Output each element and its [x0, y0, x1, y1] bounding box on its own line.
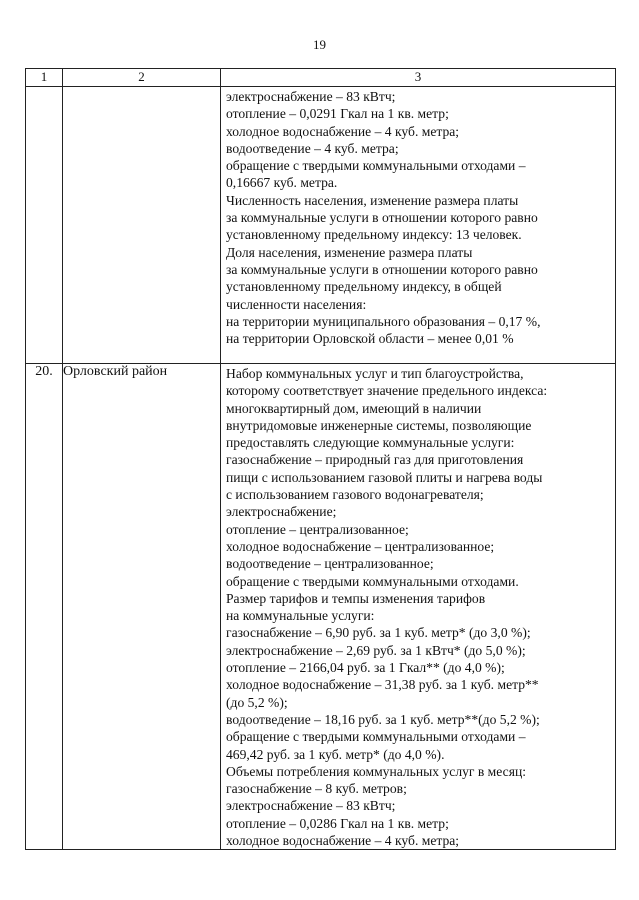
text-line: обращение с твердыми коммунальными отходами – — [226, 158, 526, 174]
text-line: с использованием газового водонагревателя; — [226, 487, 484, 503]
text-line: водоотведение – 4 куб. метра; — [226, 140, 399, 156]
text-line: внутридомовые инженерные системы, позволяющие — [226, 417, 532, 433]
text-line: установленному предельному индексу, в общей — [226, 279, 502, 295]
district-cell — [63, 87, 221, 364]
description-lines — [221, 87, 615, 347]
description-cell — [221, 364, 616, 850]
text-line: многоквартирный дом, имеющий в наличии — [226, 400, 482, 416]
text-line: холодное водоснабжение – 31,38 руб. за 1 куб. метр** — [226, 677, 539, 693]
text-line: (до 5,2 %); — [226, 694, 288, 710]
text-line: численности населения: — [226, 296, 367, 312]
description-cell — [221, 87, 616, 364]
text-line: Набор коммунальных услуг и тип благоустройства, — [226, 366, 524, 381]
text-line: 0,16667 куб. метра. — [226, 175, 338, 191]
header-col-1: 1 — [26, 69, 63, 87]
table-row — [26, 364, 616, 850]
text-line: Объемы потребления коммунальных услуг в месяц: — [226, 763, 526, 779]
table-row — [26, 87, 616, 364]
text-line: отопление – 0,0286 Гкал на 1 кв. метр; — [226, 815, 449, 831]
text-line: холодное водоснабжение – 4 куб. метра; — [226, 833, 460, 849]
row-number-cell — [26, 87, 63, 364]
tariff-table — [25, 68, 616, 850]
text-line: электроснабжение; — [226, 504, 337, 520]
text-line: водоотведение – централизованное; — [226, 556, 434, 572]
text-line: водоотведение – 18,16 руб. за 1 куб. метр**(до 5,2 %); — [226, 711, 540, 727]
text-line: которому соответствует значение предельного индекса: — [226, 383, 548, 399]
text-line: холодное водоснабжение – централизованное; — [226, 538, 495, 554]
text-line: на территории муниципального образования – 0,17 %, — [226, 313, 541, 329]
text-line: отопление – централизованное; — [226, 521, 409, 537]
text-line: газоснабжение – 8 куб. метров; — [226, 781, 407, 797]
text-line: предоставлять следующие коммунальные услуги: — [226, 435, 515, 451]
description-lines — [221, 364, 615, 849]
text-line: холодное водоснабжение – 4 куб. метра; — [226, 123, 460, 139]
row-number-cell: 20. — [26, 364, 63, 850]
text-line: 469,42 руб. за 1 куб. метр* (до 4,0 %). — [226, 746, 445, 762]
text-line: отопление – 0,0291 Гкал на 1 кв. метр; — [226, 106, 449, 122]
text-line: электроснабжение – 83 кВтч; — [226, 798, 396, 814]
district-cell: Орловский район — [63, 364, 221, 850]
table-header-row — [26, 69, 616, 87]
text-line: установленному предельному индексу: 13 человек. — [226, 227, 522, 243]
header-col-3: 3 — [221, 69, 616, 87]
text-line: обращение с твердыми коммунальными отходами. — [226, 573, 519, 589]
text-line: электроснабжение – 83 кВтч; — [226, 89, 396, 104]
text-line: электроснабжение – 2,69 руб. за 1 кВтч* (до 5,0 %); — [226, 642, 526, 658]
page-number: 19 — [313, 37, 326, 52]
text-line: Размер тарифов и темпы изменения тарифов — [226, 590, 486, 606]
text-line: за коммунальные услуги в отношении которого равно — [226, 261, 538, 277]
text-line: на территории Орловской области – менее 0,01 % — [226, 331, 514, 347]
header-col-2: 2 — [63, 69, 221, 87]
text-line: на коммунальные услуги: — [226, 608, 375, 624]
text-line: за коммунальные услуги в отношении которого равно — [226, 210, 538, 226]
text-line: газоснабжение – 6,90 руб. за 1 куб. метр* (до 3,0 %); — [226, 625, 531, 641]
text-line: газоснабжение – природный газ для приготовления — [226, 452, 524, 468]
text-line: пищи с использованием газовой плиты и нагрева воды — [226, 469, 543, 485]
text-line: Численность населения, изменение размера платы — [226, 192, 519, 208]
text-line: отопление – 2166,04 руб. за 1 Гкал** (до 4,0 %); — [226, 660, 505, 676]
text-line: Доля населения, изменение размера платы — [226, 244, 473, 260]
text-line: обращение с твердыми коммунальными отходами – — [226, 729, 526, 745]
